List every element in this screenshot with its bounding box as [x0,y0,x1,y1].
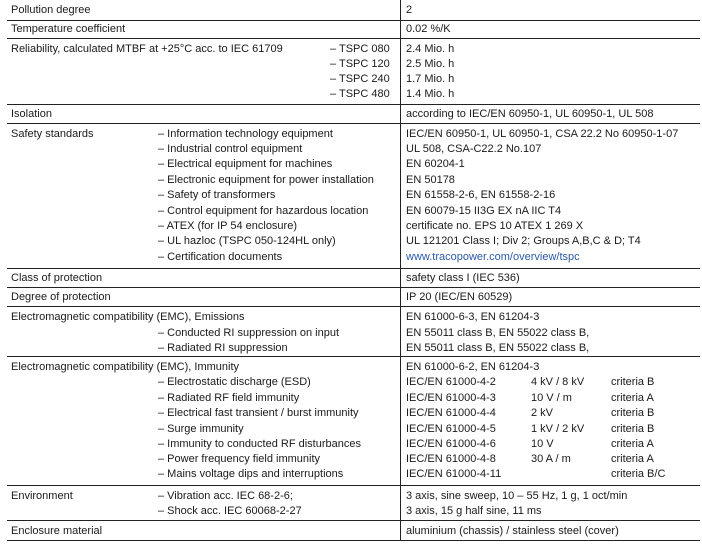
immunity-level: 1 kV / 2 kV [531,423,585,435]
row-divider [7,356,700,357]
mtbf-model: – TSPC 120 [330,58,390,70]
immunity-item: – Electrical fast transient / burst immunity [158,407,359,419]
immunity-item: – Immunity to conducted RF disturbances [158,438,361,450]
safety-value: EN 50178 [406,174,455,186]
safety-item: – Certification documents [158,251,283,263]
degree-value: IP 20 (IEC/EN 60529) [406,291,513,303]
row-divider [7,104,700,105]
immunity-value: EN 61000-6-2, EN 61204-3 [406,361,540,373]
immunity-criteria: criteria B [611,423,655,435]
emissions-item-value: EN 55011 class B, EN 55022 class B, [406,327,590,339]
row-divider [7,520,700,521]
immunity-std: IEC/EN 61000-4-8 [406,453,496,465]
pollution-value: 2 [406,4,413,16]
degree-label: Degree of protection [11,291,111,303]
emissions-label: Electromagnetic compatibility (EMC), Emissions [11,311,245,323]
immunity-criteria: criteria B [611,376,655,388]
environment-item: – Shock acc. IEC 60068-2-27 [158,505,302,517]
certification-link[interactable]: www.tracopower.com/overview/tspc [406,251,580,263]
safety-item: – Safety of transformers [158,189,276,201]
row-divider [7,123,700,124]
safety-value: EN 60079-15 II3G EX nA IIC T4 [406,205,562,217]
immunity-criteria: criteria A [611,392,654,404]
row-divider [7,306,700,307]
immunity-std: IEC/EN 61000-4-3 [406,392,496,404]
isolation-label: Isolation [11,108,52,120]
immunity-label: Electromagnetic compatibility (EMC), Immunity [11,361,240,373]
row-divider [7,38,700,39]
safety-item: – Electronic equipment for power installation [158,174,374,186]
emissions-item: – Radiated RI suppression [158,342,288,354]
class-label: Class of protection [11,272,103,284]
enclosure-value: aluminium (chassis) / stainless steel (cover) [406,525,619,537]
immunity-std: IEC/EN 61000-4-4 [406,407,496,419]
emissions-item: – Conducted RI suppression on input [158,327,340,339]
immunity-criteria: criteria A [611,438,654,450]
safety-value: EN 61558-2-6, EN 61558-2-16 [406,189,556,201]
safety-value: IEC/EN 60950-1, UL 60950-1, CSA 22.2 No 60950-1-07 [406,128,679,140]
immunity-std: IEC/EN 61000-4-2 [406,376,496,388]
row-divider [7,20,700,21]
immunity-criteria: criteria A [611,453,654,465]
environment-value: 3 axis, sine sweep, 10 – 55 Hz, 1 g, 1 oct/min [406,490,628,502]
immunity-item: – Radiated RF field immunity [158,392,300,404]
immunity-level: 10 V / m [531,392,572,404]
immunity-level: 4 kV / 8 kV [531,376,585,388]
safety-item: – UL hazloc (TSPC 050-124HL only) [158,235,336,247]
safety-item: – ATEX (for IP 54 enclosure) [158,220,297,232]
immunity-std: IEC/EN 61000-4-5 [406,423,496,435]
mtbf-value: 1.4 Mio. h [406,88,455,100]
column-divider [400,0,401,541]
row-divider [7,485,700,486]
mtbf-value: 2.4 Mio. h [406,43,455,55]
safety-item: – Control equipment for hazardous location [158,205,369,217]
immunity-level: 30 A / m [531,453,571,465]
row-divider [7,540,700,541]
safety-value: UL 121201 Class I; Div 2; Groups A,B,C & D; T4 [406,235,641,247]
environment-label: Environment [11,490,73,502]
emissions-value: EN 61000-6-3, EN 61204-3 [406,311,540,323]
safety-value: certificate no. EPS 10 ATEX 1 269 X [406,220,584,232]
mtbf-value: 1.7 Mio. h [406,73,455,85]
safety-item: – Industrial control equipment [158,143,303,155]
temp-label: Temperature coefficient [11,23,126,35]
safety-value: EN 60204-1 [406,158,465,170]
emissions-item-value: EN 55011 class B, EN 55022 class B, [406,342,590,354]
immunity-level: 10 V [531,438,554,450]
pollution-label: Pollution degree [11,4,91,16]
row-divider [7,287,700,288]
isolation-value: according to IEC/EN 60950-1, UL 60950-1, UL 508 [406,108,654,120]
row-divider [7,268,700,269]
mtbf-model: – TSPC 080 [330,43,390,55]
immunity-criteria: criteria B/C [611,468,666,480]
immunity-item: – Surge immunity [158,423,244,435]
enclosure-label: Enclosure material [11,525,103,537]
safety-value: UL 508, CSA-C22.2 No.107 [406,143,542,155]
mtbf-value: 2.5 Mio. h [406,58,455,70]
safety-label: Safety standards [11,128,94,140]
immunity-std: IEC/EN 61000-4-11 [406,468,502,480]
immunity-std: IEC/EN 61000-4-6 [406,438,496,450]
class-value: safety class I (IEC 536) [406,272,520,284]
environment-value: 3 axis, 15 g half sine, 11 ms [406,505,542,517]
immunity-item: – Power frequency field immunity [158,453,321,465]
immunity-criteria: criteria B [611,407,655,419]
environment-item: – Vibration acc. IEC 68-2-6; [158,490,293,502]
immunity-item: – Mains voltage dips and interruptions [158,468,344,480]
immunity-level: 2 kV [531,407,554,419]
temp-value: 0.02 %/K [406,23,451,35]
mtbf-model: – TSPC 240 [330,73,390,85]
safety-item: – Electrical equipment for machines [158,158,333,170]
mtbf-model: – TSPC 480 [330,88,390,100]
safety-item: – Information technology equipment [158,128,333,140]
mtbf-label: Reliability, calculated MTBF at +25°C acc. to IEC 61709 [11,43,283,55]
immunity-item: – Electrostatic discharge (ESD) [158,376,311,388]
